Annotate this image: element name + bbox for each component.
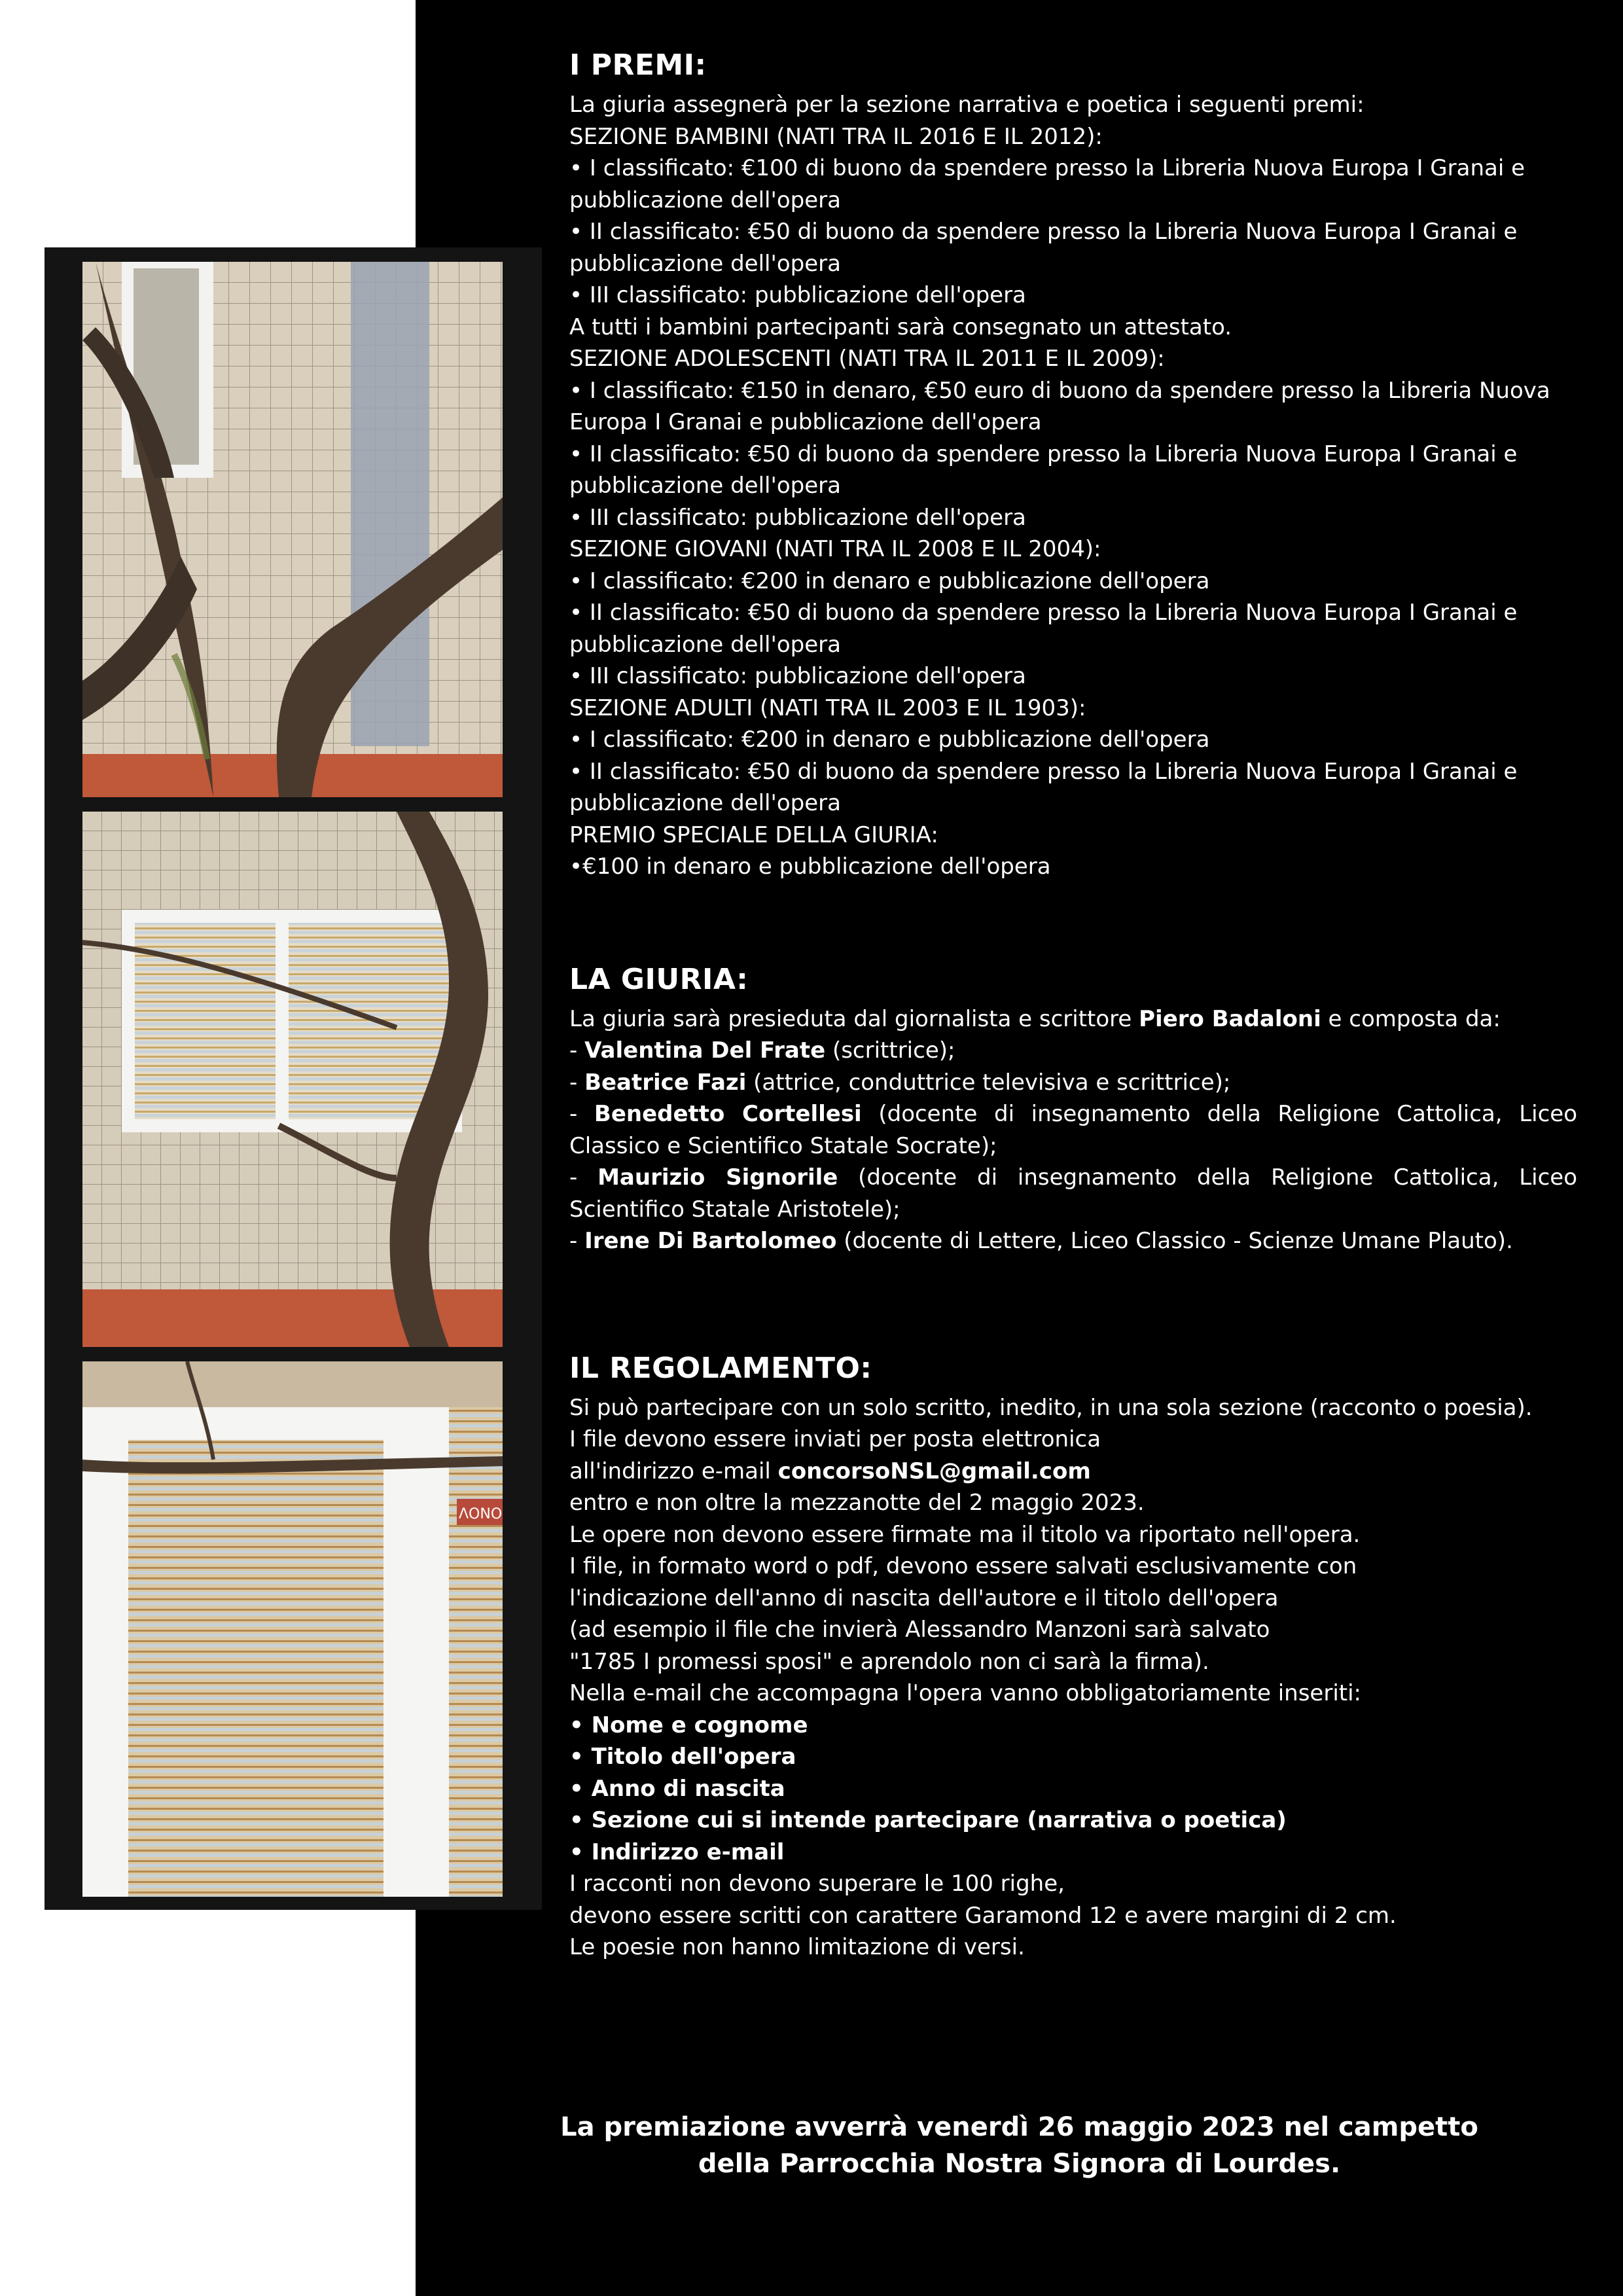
giuria-intro xyxy=(569,1003,1577,1035)
rule-line: I file devono essere inviati per posta elettronica xyxy=(569,1426,1101,1452)
rule-line: I file, in formato word o pdf, devono essere salvati esclusivamente con xyxy=(569,1553,1357,1579)
section-giuria xyxy=(569,960,1577,1257)
section-premi xyxy=(569,46,1577,883)
shop-sign-text: ΛΟΝΟ xyxy=(459,1506,503,1522)
required-item: • Nome e cognome xyxy=(569,1712,808,1738)
adulti-prize-1: • I classificato: €200 in denaro e pubblicazione dell'opera xyxy=(569,726,1210,753)
bambini-title: SEZIONE BAMBINI (NATI TRA IL 2016 E IL 2012): xyxy=(569,123,1103,150)
adulti-title: SEZIONE ADULTI (NATI TRA IL 2003 E IL 1903): xyxy=(569,694,1086,721)
giuria-member: - Benedetto Cortellesi (docente di insegnamento della Religione Cattolica, Liceo Classico e Scientifico Statale Socrate); xyxy=(569,1101,1577,1159)
adulti-prize-2a: • II classificato: €50 di buono da spendere presso la Libreria Nuova Europa I Granai e xyxy=(569,758,1518,785)
rule-line: Le opere non devono essere firmate ma il titolo va riportato nell'opera. xyxy=(569,1521,1361,1548)
photo-strip xyxy=(45,247,542,1910)
rule-email-pre: all'indirizzo e-mail xyxy=(569,1458,778,1484)
member-role: (scrittrice); xyxy=(825,1037,955,1064)
giuria-heading: LA GIURIA: xyxy=(569,962,749,996)
member-role: (attrice, conduttrice televisiva e scrittrice); xyxy=(746,1069,1231,1096)
award-ceremony-note xyxy=(416,2109,1623,2182)
adolescenti-prize-2b: pubblicazione dell'opera xyxy=(569,473,841,499)
photo-tree-facade-1 xyxy=(82,262,503,797)
bambini-prize-1b: pubblicazione dell'opera xyxy=(569,187,841,213)
photo-books-window xyxy=(82,1361,503,1897)
bambini-prize-2a: • II classificato: €50 di buono da spendere presso la Libreria Nuova Europa I Granai e xyxy=(569,219,1518,245)
giuria-member: - Beatrice Fazi (attrice, conduttrice televisiva e scrittrice); xyxy=(569,1069,1231,1096)
rule-line: I racconti non devono superare le 100 righe, xyxy=(569,1871,1065,1897)
photo-tree-facade-2 xyxy=(82,812,503,1347)
award-note-line-2: della Parrocchia Nostra Signora di Lourdes. xyxy=(698,2149,1341,2179)
required-item: • Anno di nascita xyxy=(569,1775,785,1802)
giuria-member: - Maurizio Signorile (docente di insegnamento della Religione Cattolica, Liceo Scientifico Statale Aristotele); xyxy=(569,1164,1577,1223)
section-regolamento xyxy=(569,1349,1577,1964)
rule-line: l'indicazione dell'anno di nascita dell'autore e il titolo dell'opera xyxy=(569,1585,1279,1611)
giovani-title: SEZIONE GIOVANI (NATI TRA IL 2008 E IL 2004): xyxy=(569,536,1101,562)
bambini-prize-1a: • I classificato: €100 di buono da spendere presso la Libreria Nuova Europa I Granai e xyxy=(569,155,1525,181)
rule-line: "1785 I promessi sposi" e aprendolo non ci sarà la firma). xyxy=(569,1648,1209,1675)
adolescenti-prize-2a: • II classificato: €50 di buono da spendere presso la Libreria Nuova Europa I Granai e xyxy=(569,440,1518,467)
rule-email-line xyxy=(569,1456,1577,1488)
giuria-member: - Valentina Del Frate (scrittrice); xyxy=(569,1037,955,1064)
speciale-title: PREMIO SPECIALE DELLA GIURIA: xyxy=(569,821,938,848)
rule-line: (ad esempio il file che invierà Alessandro Manzoni sarà salvato xyxy=(569,1617,1270,1643)
giovani-prize-1: • I classificato: €200 in denaro e pubblicazione dell'opera xyxy=(569,567,1210,594)
member-role: (docente di insegnamento della Religione Cattolica, Liceo Classico e Scientifico Statale Socrate); xyxy=(569,1101,1577,1159)
member-name: Valentina Del Frate xyxy=(584,1037,826,1064)
giuria-member: - Irene Di Bartolomeo (docente di Lettere, Liceo Classico - Scienze Umane Plauto). xyxy=(569,1228,1513,1254)
premi-heading: I PREMI: xyxy=(569,48,707,82)
adolescenti-prize-1b: Europa I Granai e pubblicazione dell'opera xyxy=(569,409,1042,435)
rule-line: Nella e-mail che accompagna l'opera vanno obbligatoriamente inseriti: xyxy=(569,1680,1362,1706)
bambini-prize-3: • III classificato: pubblicazione dell'opera xyxy=(569,282,1026,308)
adulti-prize-2b: pubblicazione dell'opera xyxy=(569,790,841,816)
member-name: Irene Di Bartolomeo xyxy=(584,1228,837,1254)
member-role: (docente di insegnamento della Religione Cattolica, Liceo Scientifico Statale Aristotele); xyxy=(569,1164,1577,1223)
adolescenti-prize-3: • III classificato: pubblicazione dell'opera xyxy=(569,504,1026,531)
premi-intro: La giuria assegnerà per la sezione narrativa e poetica i seguenti premi: xyxy=(569,92,1364,118)
rule-line: devono essere scritti con carattere Garamond 12 e avere margini di 2 cm. xyxy=(569,1902,1397,1929)
required-item: • Sezione cui si intende partecipare (narrativa o poetica) xyxy=(569,1807,1287,1833)
regolamento-heading: IL REGOLAMENTO: xyxy=(569,1351,872,1385)
giuria-intro-post: e composta da: xyxy=(1321,1005,1501,1032)
giuria-president: Piero Badaloni xyxy=(1139,1005,1321,1032)
bambini-prize-2b: pubblicazione dell'opera xyxy=(569,250,841,277)
contact-email: concorsoNSL@gmail.com xyxy=(777,1458,1091,1484)
adolescenti-prize-1a: • I classificato: €150 in denaro, €50 euro di buono da spendere presso la Libreria Nuova xyxy=(569,377,1550,404)
giovani-prize-3: • III classificato: pubblicazione dell'opera xyxy=(569,663,1026,689)
speciale-prize: •€100 in denaro e pubblicazione dell'opera xyxy=(569,853,1051,880)
award-note-line-1: La premiazione avverrà venerdì 26 maggio 2023 nel campetto xyxy=(560,2112,1478,2142)
rule-line: Le poesie non hanno limitazione di versi. xyxy=(569,1934,1025,1960)
bambini-note: A tutti i bambini partecipanti sarà consegnato un attestato. xyxy=(569,314,1232,340)
adolescenti-title: SEZIONE ADOLESCENTI (NATI TRA IL 2011 E IL 2009): xyxy=(569,346,1165,372)
member-name: Beatrice Fazi xyxy=(584,1069,747,1096)
member-name: Maurizio Signorile xyxy=(597,1164,838,1191)
member-name: Benedetto Cortellesi xyxy=(594,1101,862,1127)
giuria-intro-pre: La giuria sarà presieduta dal giornalista e scrittore xyxy=(569,1005,1139,1032)
main-content xyxy=(569,46,1577,1964)
required-item: • Indirizzo e-mail xyxy=(569,1839,785,1865)
member-role: (docente di Lettere, Liceo Classico - Scienze Umane Plauto). xyxy=(836,1228,1513,1254)
giovani-prize-2b: pubblicazione dell'opera xyxy=(569,631,841,658)
rule-line: Si può partecipare con un solo scritto, inedito, in una sola sezione (racconto o poesia). xyxy=(569,1394,1533,1421)
required-item: • Titolo dell'opera xyxy=(569,1744,796,1770)
giovani-prize-2a: • II classificato: €50 di buono da spendere presso la Libreria Nuova Europa I Granai e xyxy=(569,600,1518,626)
rule-line: entro e non oltre la mezzanotte del 2 maggio 2023. xyxy=(569,1490,1145,1516)
